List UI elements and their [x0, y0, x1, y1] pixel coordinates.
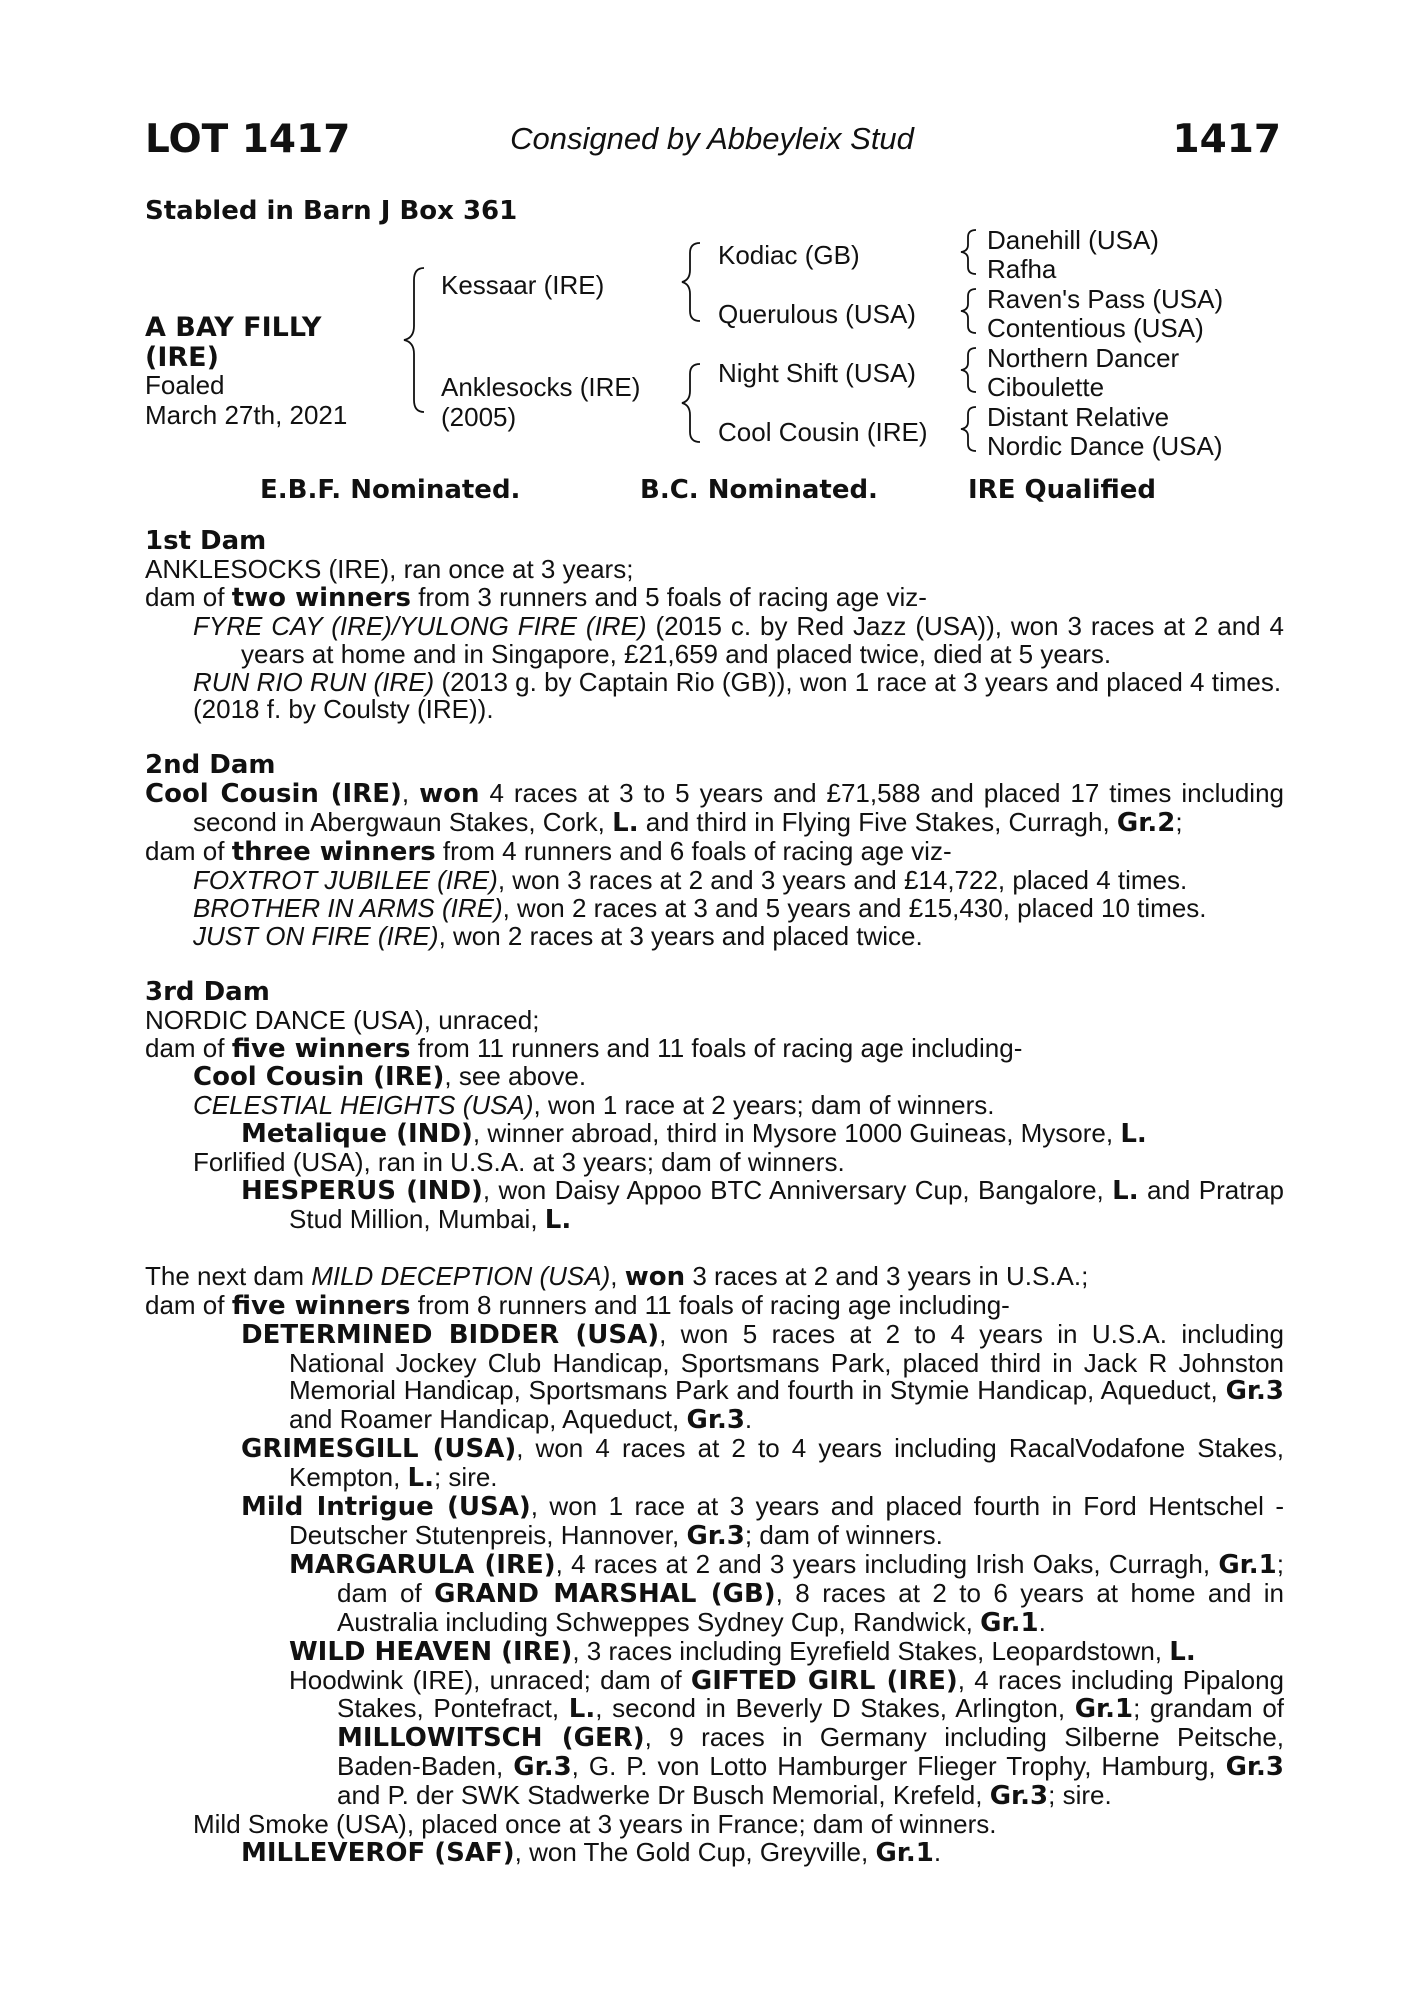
first-dam-progeny-3: (2018 f. by Coulsty (IRE)). [193, 694, 494, 725]
brace-g3 [961, 348, 976, 392]
third-dam-progeny-2a: Metalique (IND), winner abroad, third in Mysore 1000 Guineas, Mysore, L. [241, 1118, 1147, 1150]
grandparent-1: Danehill (USA) [987, 225, 1159, 255]
brace-parents [404, 268, 424, 412]
sire-dam: Querulous (USA) [718, 299, 916, 329]
grimesgill-entry: GRIMESGILL (USA), won 4 races at 2 to 4 years including RacalVodafone Stakes, Kempton, L.; sire. [241, 1433, 1284, 1494]
margarula-entry: MARGARULA (IRE), 4 races at 2 and 3 years including Irish Oaks, Curragh, Gr.1; dam of GRAND MARSHAL (GB), 8 races at 2 to 6 years at home and in Australia including Schweppes Sydney Cup, Randwick, Gr.1. [289, 1548, 1284, 1638]
third-dam-produce: dam of five winners from 11 runners and 11 foals of racing age including- [145, 1032, 1023, 1064]
second-dam-record: Cool Cousin (IRE), won 4 races at 3 to 5 years and £71,588 and placed 17 times including second in Abergwaun Stakes, Cork, L. and third in Flying Five Stakes, Curragh, Gr.2; [145, 778, 1284, 839]
third-dam-heading: 3rd Dam [145, 976, 270, 1007]
second-dam-progeny-1: FOXTROT JUBILEE (IRE), won 3 races at 2 and 3 years and £14,722, placed 4 times. [193, 864, 1188, 895]
determined-bidder-entry: DETERMINED BIDDER (USA), won 5 races at 2 to 4 years in U.S.A. including National Jockey Club Handicap, Sportsmans Park, placed third in Jack R Johnston Memorial Handicap, Sportsmans Park and fourth in Stymie Handicap, Aqueduct, Gr.3 and Roamer Handicap, Aqueduct, Gr.3. [241, 1318, 1284, 1436]
mild-intrigue-entry: Mild Intrigue (USA), won 1 race at 3 years and placed fourth in Ford Hentschel - Deutscher Stutenpreis, Hannover, Gr.3; dam of winners. [241, 1491, 1284, 1551]
brace-g4 [961, 407, 976, 451]
first-dam-line: ANKLESOCKS (IRE), ran once at 3 years; [145, 553, 634, 584]
first-dam-produce: dam of two winners from 3 runners and 5 foals of racing age viz- [145, 581, 927, 613]
grandparent-8: Nordic Dance (USA) [987, 431, 1223, 461]
brace-g2 [961, 289, 976, 333]
brace-g1 [961, 230, 976, 274]
ire-qualified: IRE Qualified [968, 475, 1157, 505]
grandparent-6: Ciboulette [987, 372, 1105, 402]
third-dam-progeny-1: Cool Cousin (IRE), see above. [193, 1061, 587, 1093]
lot-title: LOT 1417 [145, 117, 351, 162]
brace-sire [682, 243, 700, 321]
sire: Kessaar (IRE) [441, 270, 605, 300]
brace-dam [682, 364, 700, 442]
second-dam-progeny-3: JUST ON FIRE (IRE), won 2 races at 3 years and placed twice. [193, 920, 923, 951]
ebf-nomination: E.B.F. Nominated. [260, 475, 521, 505]
second-dam-progeny-2: BROTHER IN ARMS (IRE), won 2 races at 3 and 5 years and £15,430, placed 10 times. [193, 892, 1207, 923]
fourth-dam-produce: dam of five winners from 8 runners and 11 foals of racing age including- [145, 1289, 1010, 1321]
fourth-dam-record: The next dam MILD DECEPTION (USA), won 3 races at 2 and 3 years in U.S.A.; [145, 1260, 1089, 1292]
third-dam-progeny-3: Forlified (USA), ran in U.S.A. at 3 years; dam of winners. [193, 1147, 845, 1178]
horse-name-line1: A BAY FILLY [145, 312, 322, 343]
dam-sire: Night Shift (USA) [718, 358, 916, 388]
second-dam-produce: dam of three winners from 4 runners and 6 foals of racing age viz- [145, 836, 952, 868]
lot-number: 1417 [1172, 117, 1281, 162]
pedigree-braces [0, 0, 1424, 470]
foal-date: March 27th, 2021 [145, 400, 348, 430]
grandparent-3: Raven's Pass (USA) [987, 284, 1224, 314]
horse-name-line2: (IRE) [145, 342, 219, 373]
consignor: Consigned by Abbeyleix Stud [510, 121, 914, 156]
first-dam-progeny-1: FYRE CAY (IRE)/YULONG FIRE (IRE) (2015 c. by Red Jazz (USA)), won 3 races at 2 and 4 years at home and in Singapore, £21,659 and placed twice, died at 5 years. [193, 610, 1284, 669]
third-dam-progeny-2: CELESTIAL HEIGHTS (USA), won 1 race at 2 years; dam of winners. [193, 1090, 995, 1121]
stabled-location: Stabled in Barn J Box 361 [145, 196, 518, 226]
wild-heaven-entry: WILD HEAVEN (IRE), 3 races including Eyrefield Stakes, Leopardstown, L. [289, 1635, 1196, 1667]
third-dam-line: NORDIC DANCE (USA), unraced; [145, 1004, 540, 1035]
bc-nomination: B.C. Nominated. [640, 475, 878, 505]
third-dam-progeny-3a: HESPERUS (IND), won Daisy Appoo BTC Anniversary Cup, Bangalore, L. and Pratrap Stud Million, Mumbai, L. [241, 1175, 1284, 1235]
grandparent-5: Northern Dancer [987, 343, 1180, 373]
dam-dam: Cool Cousin (IRE) [718, 417, 928, 447]
grandparent-2: Rafha [987, 254, 1057, 284]
grandparent-7: Distant Relative [987, 402, 1170, 432]
mild-smoke-entry: Mild Smoke (USA), placed once at 3 years in France; dam of winners. [193, 1809, 997, 1840]
milleverof-entry: MILLEVEROF (SAF), won The Gold Cup, Greyville, Gr.1. [241, 1836, 942, 1868]
pedigree-notes [145, 528, 1284, 1868]
dam-year: (2005) [441, 402, 517, 432]
first-dam-progeny-2: RUN RIO RUN (IRE) (2013 g. by Captain Rio (GB)), won 1 race at 3 years and placed 4 times. [193, 666, 1282, 697]
second-dam-heading: 2nd Dam [145, 750, 276, 781]
dam: Anklesocks (IRE) [441, 372, 641, 402]
foaled-label: Foaled [145, 370, 225, 400]
sire-sire: Kodiac (GB) [718, 240, 860, 270]
grandparent-4: Contentious (USA) [987, 313, 1204, 343]
first-dam-heading: 1st Dam [145, 526, 267, 556]
hoodwink-entry: Hoodwink (IRE), unraced; dam of GIFTED GIRL (IRE), 4 races including Pipalong Stakes, Pontefract, L., second in Beverly D Stakes, Arlington, Gr.1; grandam of MILLOWITSCH (GER), 9 races in Germany including Silberne Peitsche, Baden-Baden, Gr.3, G. P. von Lotto Hamburger Flieger Trophy, Hamburg, Gr.3 and P. der SWK Stadwerke Dr Busch Memorial, Krefeld, Gr.3; sire. [289, 1664, 1285, 1812]
